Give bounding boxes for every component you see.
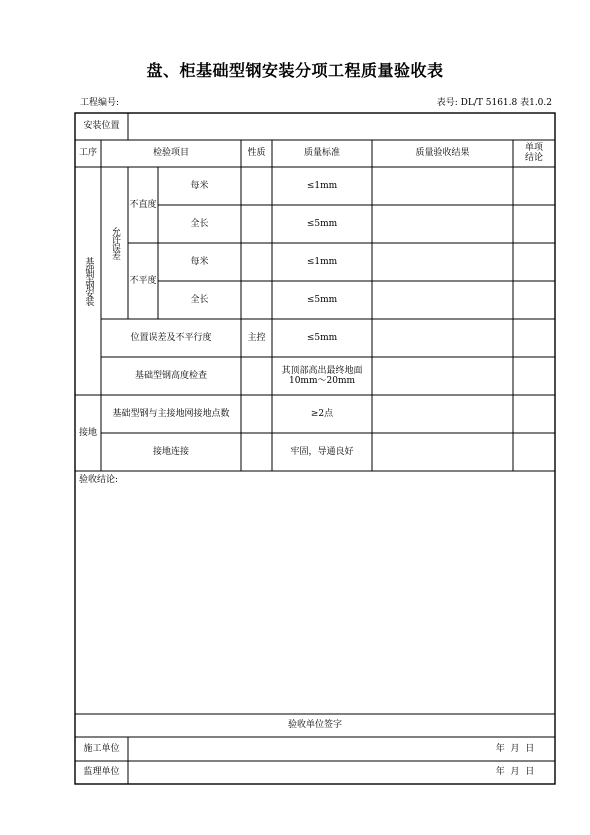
standard-height-check: 其顶部高出最终地面 10mm～20mm <box>281 365 363 386</box>
form-title: 盘、柜基础型钢安装分项工程质量验收表 <box>146 61 444 80</box>
result-cell[interactable] <box>372 243 513 281</box>
standard-ground-connection: 牢固，导通良好 <box>290 446 354 457</box>
nature-cell[interactable] <box>241 243 272 281</box>
result-cell[interactable] <box>372 167 513 205</box>
group-foundation-label <box>75 167 101 395</box>
row-flat-full-length: 全长 <box>190 294 209 305</box>
conclusion-text-area[interactable] <box>75 495 555 714</box>
supervision-date[interactable]: 年 月 日 <box>495 767 535 778</box>
conclusion-cell[interactable] <box>513 433 555 471</box>
nature-cell[interactable] <box>241 395 272 433</box>
construction-unit-signature[interactable] <box>128 737 488 761</box>
header-result: 质量验收结果 <box>415 148 470 159</box>
conclusion-label: 验收结论: <box>79 475 119 485</box>
group-flat-label: 不平度 <box>129 275 157 286</box>
header-nature: 性质 <box>247 148 266 159</box>
supervision-unit-signature[interactable] <box>128 761 488 784</box>
nature-cell[interactable] <box>241 167 272 205</box>
result-cell[interactable] <box>372 319 513 357</box>
nature-cell[interactable] <box>241 205 272 243</box>
row-flat-per-meter: 每米 <box>190 256 209 267</box>
nature-cell[interactable] <box>241 357 272 395</box>
standard-straight-full-length: ≤5mm <box>306 218 338 229</box>
result-cell[interactable] <box>372 205 513 243</box>
install-location-label: 安装位置 <box>83 121 120 132</box>
conclusion-cell[interactable] <box>513 243 555 281</box>
result-cell[interactable] <box>372 433 513 471</box>
nature-cell[interactable] <box>241 281 272 319</box>
standard-position-error: ≤5mm <box>306 332 338 343</box>
conclusion-cell[interactable] <box>513 281 555 319</box>
supervision-unit-label: 监理单位 <box>83 767 120 778</box>
standard-straight-per-meter: ≤1mm <box>306 180 338 191</box>
nature-cell[interactable] <box>241 433 272 471</box>
conclusion-cell[interactable] <box>513 167 555 205</box>
header-item: 检验项目 <box>152 148 189 159</box>
header-conclusion: 单项 结论 <box>524 143 543 163</box>
standard-flat-per-meter: ≤1mm <box>306 256 338 267</box>
conclusion-cell[interactable] <box>513 357 555 395</box>
group-straight-label: 不直度 <box>129 199 157 210</box>
row-height-check: 基础型钢高度检查 <box>134 370 207 381</box>
conclusion-cell[interactable] <box>513 205 555 243</box>
row-straight-full-length: 全长 <box>190 218 209 229</box>
standard-ground-points: ≥2点 <box>310 408 334 419</box>
group-foundation-text: 基础型钢安装 <box>83 257 94 305</box>
conclusion-cell[interactable] <box>513 319 555 357</box>
sign-header: 验收单位签字 <box>287 720 342 731</box>
result-cell[interactable] <box>372 281 513 319</box>
group-tolerance-text: 允许误差 <box>109 227 120 259</box>
row-straight-per-meter: 每米 <box>190 180 209 191</box>
form-number: 表号: DL/T 5161.8 表1.0.2 <box>436 98 552 108</box>
group-tolerance-label <box>101 167 128 319</box>
nature-main-control: 主控 <box>247 332 266 343</box>
row-ground-points: 基础型钢与主接地网接地点数 <box>112 408 230 419</box>
row-ground-connection: 接地连接 <box>152 446 189 457</box>
row-position-error: 位置误差及不平行度 <box>130 332 212 343</box>
header-standard: 质量标准 <box>303 148 340 159</box>
result-cell[interactable] <box>372 395 513 433</box>
conclusion-cell[interactable] <box>513 395 555 433</box>
header-process: 工序 <box>78 148 97 159</box>
construction-date[interactable]: 年 月 日 <box>495 743 535 754</box>
group-ground-label: 接地 <box>78 427 97 438</box>
result-cell[interactable] <box>372 357 513 395</box>
construction-unit-label: 施工单位 <box>83 743 120 754</box>
standard-flat-full-length: ≤5mm <box>306 294 338 305</box>
project-number-label: 工程编号: <box>80 98 120 108</box>
install-location-field[interactable] <box>128 113 555 140</box>
